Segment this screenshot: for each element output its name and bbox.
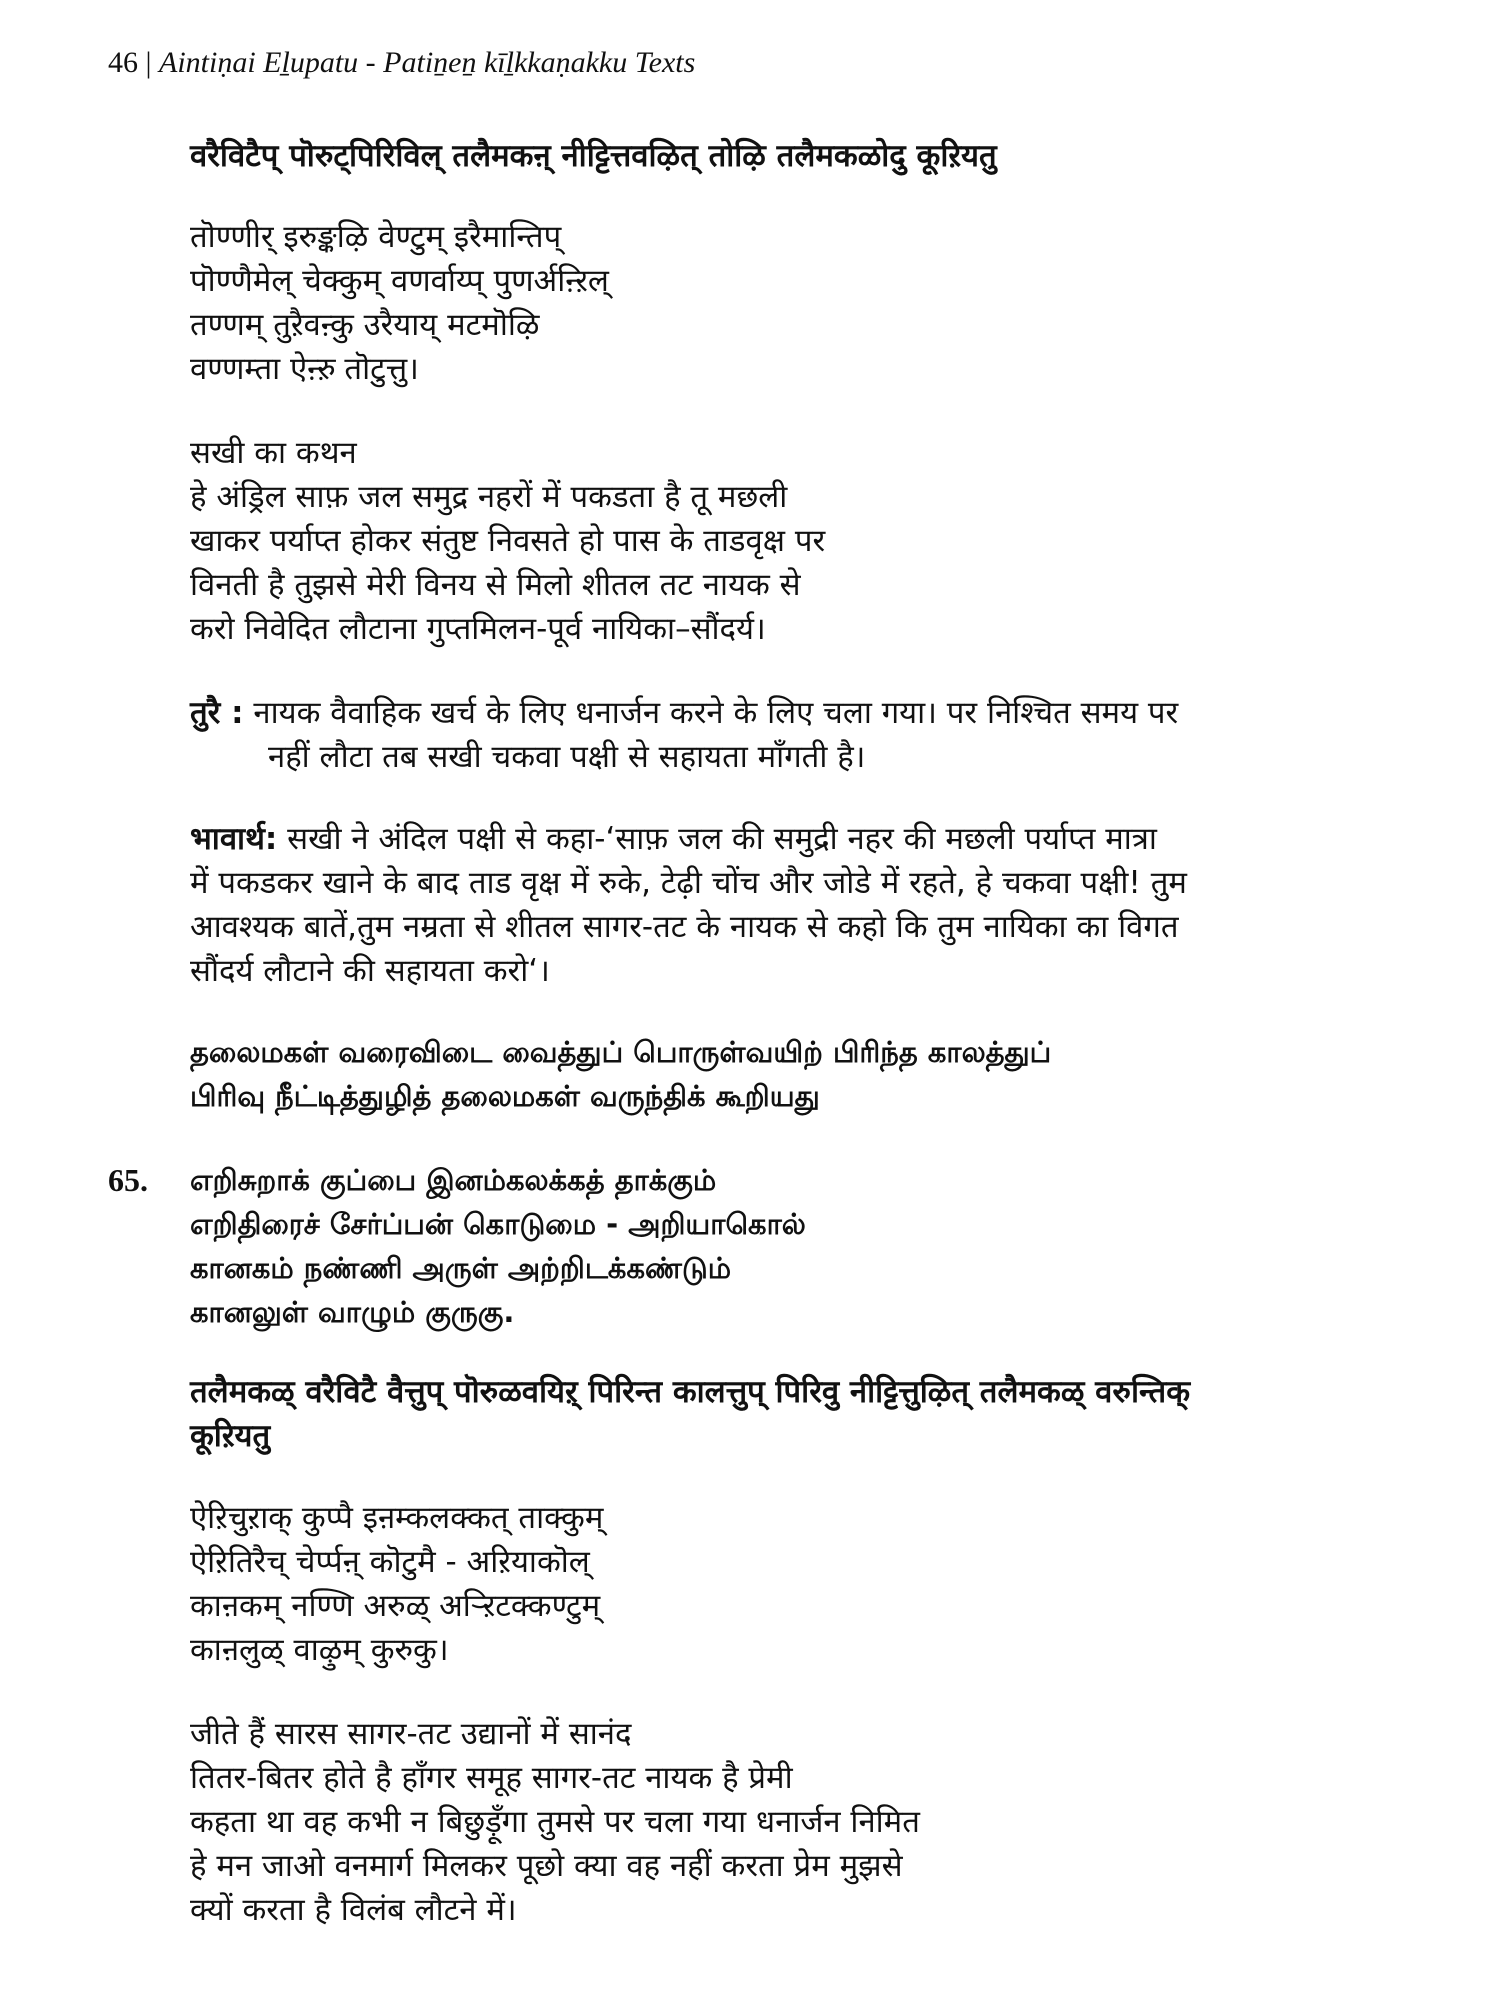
tamil-verse-line: கானலுள் வாழும் குருகு. xyxy=(190,1295,515,1329)
bhavarth-text-cont: आवश्यक बातें,तुम नम्रता से शीतल सागर-तट के नायक से कहो कि तुम नायिका का विगत xyxy=(190,909,1179,945)
section-heading-devanagari: तलैमकळ् वरैविटै वैत्तुप् पॊरुळवयिऱ् पिरिन्त कालत्तुप् पिरिवु नीट्टित्तुऴित् तलैमकळ् वरुन्तिक् xyxy=(190,1374,1191,1410)
tamil-verse-line: கானகம் நண்ணி அருள் அற்றிடக்கண்டும் xyxy=(190,1251,732,1285)
section-heading-devanagari: वरैविटैप् पॊरुट्पिरिविल् तलैमकऩ् नीट्टित्तवऴित् तोऴि तलैमकळोदु कूऱियतु xyxy=(190,138,997,174)
hindi-line: तितर-बितर होते है हाँगर समूह सागर-तट नायक है प्रेमी xyxy=(190,1760,793,1796)
bhavarth-label: भावार्थ: xyxy=(190,821,278,857)
book-title: Aintiṇai Eḻupatu - Patiṉeṉ kīḻkkaṇakku Texts xyxy=(159,46,696,79)
running-header xyxy=(108,46,695,80)
verse-line: पॊण्णैमेल् चेक्कुम् वणर्वाय्प् पुणर्अऩ्ऱिल् xyxy=(190,263,609,299)
hindi-line: हे अंड्रिल साफ़ जल समुद्र नहरों में पकडता है तू मछली xyxy=(190,479,788,515)
verse-line: वण्णम्ता ऐऩ्ऱु तॊटुत्तु। xyxy=(190,351,419,387)
hindi-line: विनती है तुझसे मेरी विनय से मिलो शीतल तट नायक से xyxy=(190,567,801,603)
tamil-heading: பிரிவு நீட்டித்துழித் தலைமகள் வருந்திக் கூறியது xyxy=(190,1079,820,1113)
verse-line: तॊण्णीर् इरुङ्कऴि वेण्टुम् इरैमान्तिप् xyxy=(190,219,562,255)
verse-line: काऩकम् नण्णि अरुळ् अऱ्ऱिटक्कण्टुम् xyxy=(190,1588,601,1624)
section-heading-devanagari: कूऱियतु xyxy=(190,1418,271,1454)
turai-text: नायक वैवाहिक खर्च के लिए धनार्जन करने के लिए चला गया। पर निश्चित समय पर xyxy=(253,695,1179,731)
bhavarth-text: सखी ने अंदिल पक्षी से कहा-‘साफ़ जल की समुद्री नहर की मछली पर्याप्त मात्रा xyxy=(287,821,1157,857)
turai-label: तुरै : xyxy=(190,695,244,731)
hindi-line: हे मन जाओ वनमार्ग मिलकर पूछो क्या वह नहीं करता प्रेम मुझसे xyxy=(190,1848,903,1884)
tamil-heading: தலைமகள் வரைவிடை வைத்துப் பொருள்வயிற் பிரிந்த காலத்துப் xyxy=(190,1035,1052,1069)
hindi-line: कहता था वह कभी न बिछुड़ूँगा तुमसे पर चला गया धनार्जन निमित xyxy=(190,1804,920,1840)
page-number: 46 | xyxy=(108,46,152,79)
bhavarth-note xyxy=(190,817,1157,861)
verse-line: ऐऱितिरैच् चेर्प्पऩ् कॊटुमै - अऱियाकॊल् xyxy=(190,1544,590,1580)
turai-text-cont: नहीं लौटा तब सखी चकवा पक्षी से सहायता माँगती है। xyxy=(268,739,866,775)
hindi-line: क्यों करता है विलंब लौटने में। xyxy=(190,1892,517,1928)
verse-line: ऐऱिचुऱाक् कुप्पै इऩम्कलक्कत् ताक्कुम् xyxy=(190,1500,604,1536)
tamil-verse-line: எறிசுறாக் குப்பை இனம்கலக்கத் தாக்கும் xyxy=(190,1163,717,1197)
verse-line: काऩलुळ् वाऴुम् कुरुकु। xyxy=(190,1632,449,1668)
hindi-title: सखी का कथन xyxy=(190,435,357,471)
bhavarth-text-cont: में पकडकर खाने के बाद ताड वृक्ष में रुके, टेढ़ी चोंच और जोडे में रहते, हे चकवा पक्षी! तुम xyxy=(190,865,1187,901)
verse-line: तण्णम् तुऱैवऩ्कु उरैयाय् मटमॊऴि xyxy=(190,307,540,343)
turai-note xyxy=(190,691,1178,735)
hindi-line: करो निवेदित लौटाना गुप्तमिलन-पूर्व नायिका–सौंदर्य। xyxy=(190,611,766,647)
hindi-line: खाकर पर्याप्त होकर संतुष्ट निवसते हो पास के ताडवृक्ष पर xyxy=(190,523,826,559)
bhavarth-text-cont: सौंदर्य लौटाने की सहायता करो‘। xyxy=(190,953,550,989)
tamil-verse-line: எறிதிரைச் சேர்ப்பன் கொடுமை - அறியாகொல் xyxy=(190,1207,806,1241)
verse-number: 65. xyxy=(108,1162,148,1198)
hindi-line: जीते हैं सारस सागर-तट उद्यानों में सानंद xyxy=(190,1716,632,1752)
